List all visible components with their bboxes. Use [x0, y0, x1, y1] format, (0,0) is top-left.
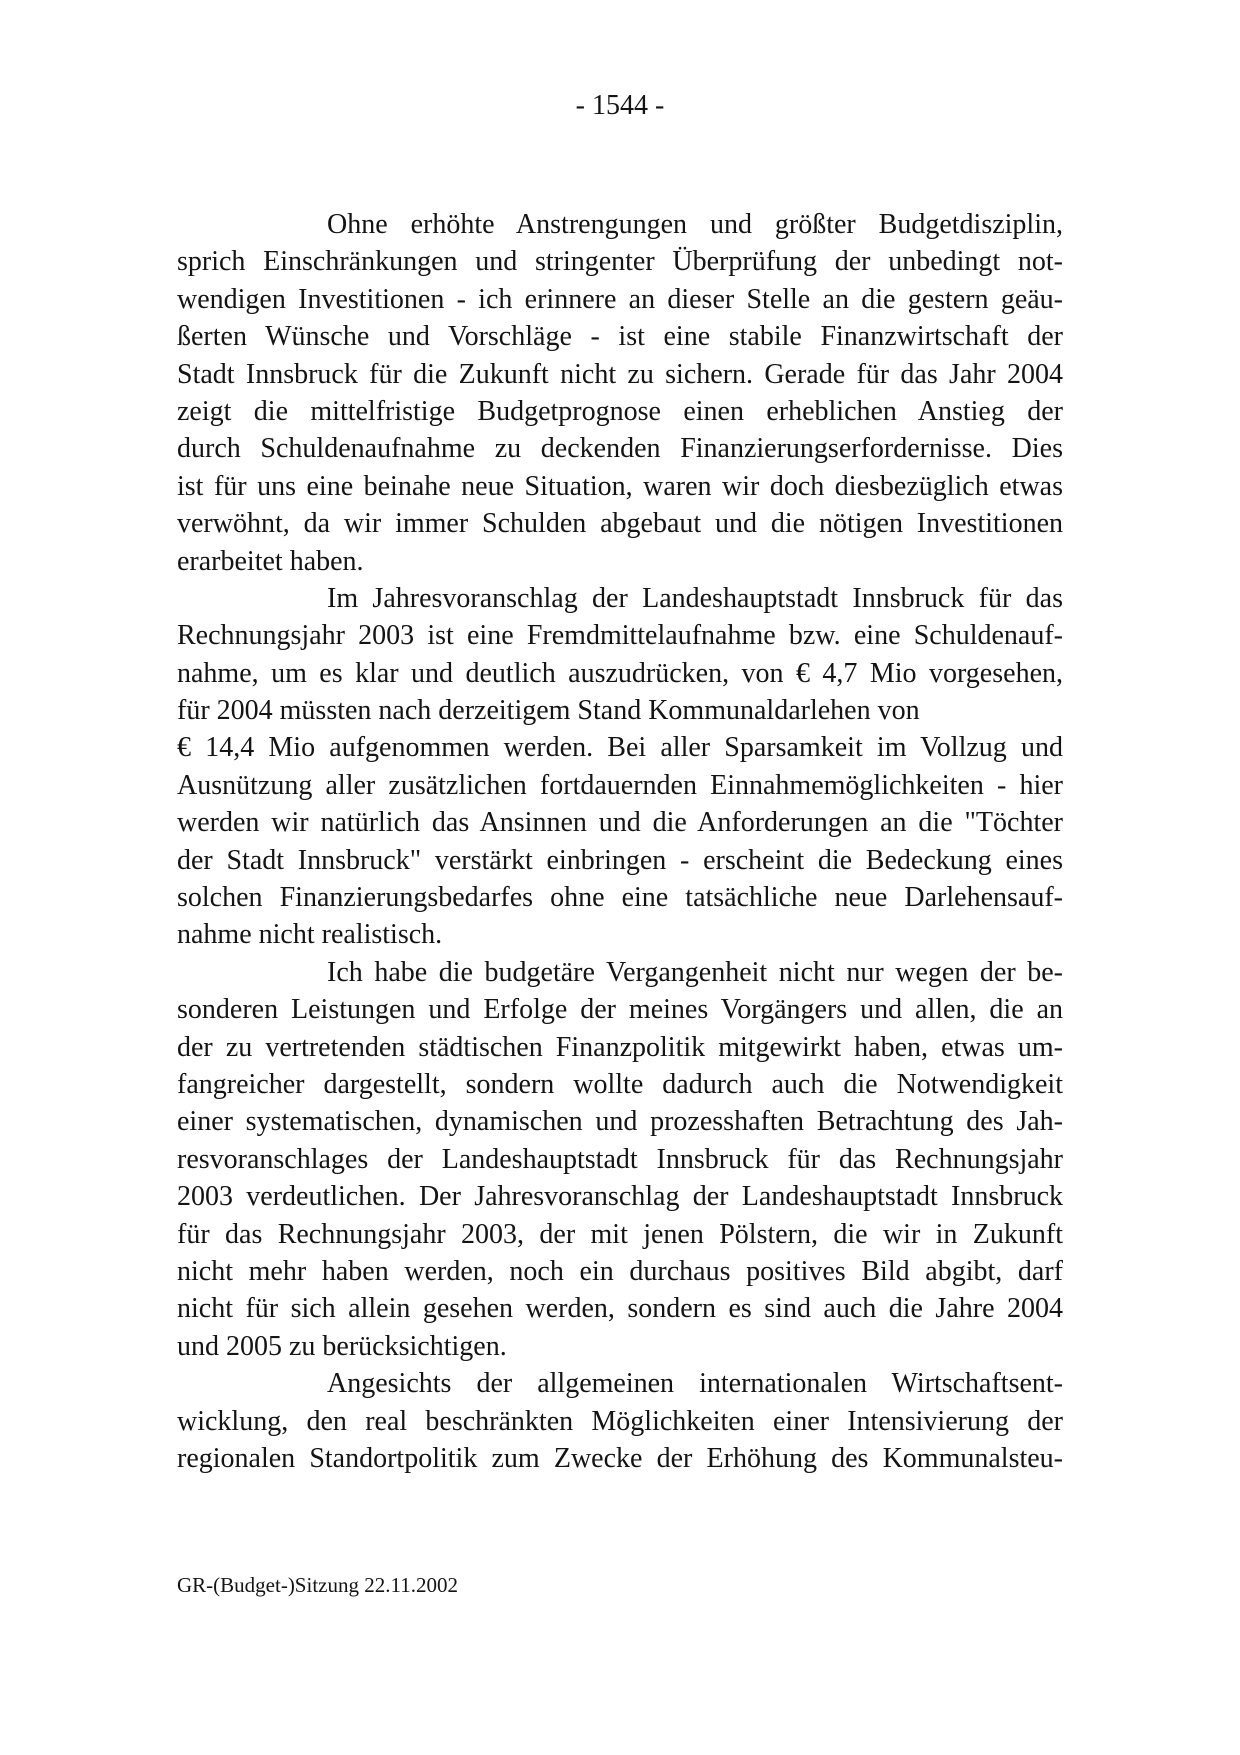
text-line: erarbeitet haben.	[177, 545, 364, 577]
text-line: sprich Einschränkungen und stringenter Überprüfung der unbedingt not-	[177, 246, 1063, 278]
text-line: sonderen Leistungen und Erfolge der meines Vorgängers und allen, die an	[177, 994, 1063, 1026]
text-line: regionalen Standortpolitik zum Zwecke der Erhöhung des Kommunalsteu-	[177, 1442, 1063, 1474]
text-line: fangreicher dargestellt, sondern wollte dadurch auch die Notwendigkeit	[177, 1068, 1063, 1100]
text-line: ist für uns eine beinahe neue Situation, waren wir doch diesbezüglich etwas	[177, 470, 1063, 502]
text-line: nicht mehr haben werden, noch ein durchaus positives Bild abgibt, darf	[177, 1255, 1063, 1287]
document-body	[177, 206, 1063, 1477]
text-line: zeigt die mittelfristige Budgetprognose einen erheblichen Anstieg der	[177, 395, 1063, 427]
text-line: resvoranschlages der Landeshauptstadt Innsbruck für das Rechnungsjahr	[177, 1143, 1063, 1175]
paragraph	[177, 1365, 1063, 1477]
text-line: Stadt Innsbruck für die Zukunft nicht zu sichern. Gerade für das Jahr 2004	[177, 358, 1063, 390]
text-line: verwöhnt, da wir immer Schulden abgebaut und die nötigen Investitionen	[177, 508, 1063, 540]
text-line: für das Rechnungsjahr 2003, der mit jenen Pölstern, die wir in Zukunft	[177, 1218, 1063, 1250]
text-line: einer systematischen, dynamischen und prozesshaften Betrachtung des Jah-	[177, 1106, 1063, 1138]
page-number: - 1544 -	[575, 90, 665, 121]
paragraph	[177, 954, 1063, 1365]
text-line: Ich habe die budgetäre Vergangenheit nicht nur wegen der be-	[327, 956, 1063, 988]
text-line: wendigen Investitionen - ich erinnere an dieser Stelle an die gestern geäu-	[177, 283, 1063, 315]
text-line: der Stadt Innsbruck" verstärkt einbringen - erscheint die Bedeckung eines	[177, 844, 1063, 876]
text-line: nicht für sich allein gesehen werden, sondern es sind auch die Jahre 2004	[177, 1293, 1063, 1325]
paragraph	[177, 206, 1063, 580]
paragraph	[177, 580, 1063, 954]
text-line: nahme, um es klar und deutlich auszudrücken, von € 4,7 Mio vorgesehen,	[177, 657, 1063, 689]
text-line: Rechnungsjahr 2003 ist eine Fremdmittelaufnahme bzw. eine Schuldenauf-	[177, 620, 1063, 652]
text-line: solchen Finanzierungsbedarfes ohne eine tatsächliche neue Darlehensauf-	[177, 882, 1063, 914]
text-line: werden wir natürlich das Ansinnen und die Anforderungen an die "Töchter	[177, 807, 1063, 839]
footer-session-note: GR-(Budget-)Sitzung 22.11.2002	[177, 1573, 458, 1597]
text-line: Ausnützung aller zusätzlichen fortdauernden Einnahmemöglichkeiten - hier	[177, 769, 1063, 801]
text-line: durch Schuldenaufnahme zu deckenden Finanzierungserfordernisse. Dies	[177, 433, 1063, 465]
text-line: Angesichts der allgemeinen internationalen Wirtschaftsent-	[327, 1368, 1063, 1400]
text-line: nahme nicht realistisch.	[177, 919, 443, 951]
text-line: Im Jahresvoranschlag der Landeshauptstadt Innsbruck für das	[327, 582, 1063, 614]
text-line: Ohne erhöhte Anstrengungen und größter Budgetdisziplin,	[327, 209, 1063, 240]
text-line: € 14,4 Mio aufgenommen werden. Bei aller Sparsamkeit im Vollzug und	[177, 732, 1063, 764]
text-line: 2003 verdeutlichen. Der Jahresvoranschlag der Landeshauptstadt Innsbruck	[177, 1181, 1063, 1213]
text-line: der zu vertretenden städtischen Finanzpolitik mitgewirkt haben, etwas um-	[177, 1031, 1063, 1063]
text-line: für 2004 müssten nach derzeitigem Stand Kommunaldarlehen von	[177, 695, 920, 727]
text-line: ßerten Wünsche und Vorschläge - ist eine stabile Finanzwirtschaft der	[177, 321, 1063, 353]
text-line: wicklung, den real beschränkten Möglichkeiten einer Intensivierung der	[177, 1405, 1063, 1437]
text-line: und 2005 zu berücksichtigen.	[177, 1330, 507, 1362]
